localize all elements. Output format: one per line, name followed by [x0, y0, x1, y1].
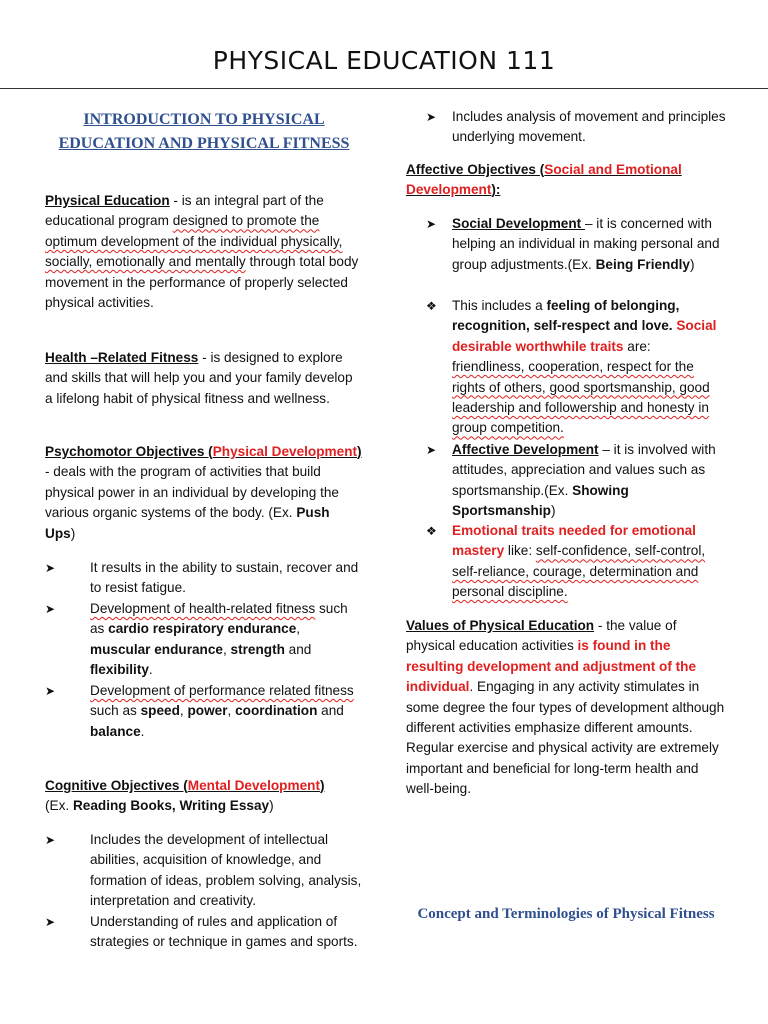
- arrow-bullet-icon: ➤: [45, 833, 56, 847]
- physical-education-term: Physical Education: [45, 193, 170, 208]
- values-paragraph: [406, 616, 726, 800]
- title-divider: [0, 88, 768, 89]
- t: speed: [140, 703, 180, 719]
- social-development-term: Social Development: [452, 216, 585, 231]
- t: muscular endurance: [90, 641, 223, 657]
- psychomotor-term-close: ): [357, 444, 362, 459]
- social-development-example: Being Friendly: [595, 256, 690, 272]
- list-item-text: Includes analysis of movement and principles underlying movement.: [452, 109, 726, 145]
- health-fitness-paragraph: [45, 348, 363, 409]
- arrow-bullet-icon: ➤: [45, 915, 56, 929]
- affective-development-example: Showing Sportsmanship: [452, 482, 629, 519]
- affective-term-close: ):: [491, 182, 501, 198]
- affective-heading: [406, 160, 726, 201]
- list-item-text: Understanding of rules and application of strategies or technique in games and sports.: [90, 914, 358, 950]
- arrow-bullet-icon: ➤: [426, 110, 437, 124]
- performance-related-underline: Development of performance related fitness: [90, 683, 354, 698]
- t: ,: [296, 621, 301, 637]
- physical-education-tail: through total body movement in the performance of properly selected physical activities.: [45, 254, 359, 311]
- t: cardio respiratory endurance: [108, 621, 297, 637]
- diamond-bullet-icon: ❖: [426, 524, 437, 538]
- list-item-text: [452, 521, 726, 603]
- list-item: [45, 830, 363, 912]
- health-related-underline: Development of health-related fitness: [90, 601, 316, 616]
- affective-development-text: – it is involved with attitudes, appreciation and values such as sportsmanship.(Ex.: [452, 442, 716, 498]
- social-development-text: – it is concerned with helping an individual in making personal and group adjustments.(Ex.: [452, 216, 720, 272]
- diamond-bullet-icon: ❖: [426, 299, 437, 313]
- psychomotor-term-open: Psychomotor Objectives (: [45, 444, 213, 459]
- health-fitness-text: - is designed to explore and skills that will help you and your family develop a lifelong habit of physical fitness and wellness.: [45, 350, 353, 406]
- t: ): [689, 256, 695, 272]
- intro-heading: INTRODUCTION TO PHYSICAL EDUCATION AND PHYSICAL FITNESS: [58, 111, 350, 152]
- t: such as: [90, 601, 348, 637]
- list-item-text: It results in the ability to sustain, recover and to resist fatigue.: [90, 560, 359, 596]
- list-item-text: [90, 681, 363, 742]
- t: coordination: [235, 703, 318, 719]
- t: This includes a: [452, 298, 547, 313]
- values-term: Values of Physical Education: [406, 618, 595, 633]
- physical-education-highlight: designed to promote the optimum development of the individual physically, socially, emotionally and mentally: [45, 213, 343, 270]
- cognitive-term-open: Cognitive Objectives (: [45, 778, 188, 793]
- list-item: [406, 296, 726, 439]
- affective-term: [406, 162, 682, 197]
- cognitive-term-close: ): [319, 778, 325, 793]
- physical-education-lead: - is an integral part of the educational program: [45, 193, 324, 229]
- list-item-text: [90, 599, 363, 681]
- list-item: [45, 681, 363, 742]
- affective-development-term: Affective Development: [452, 442, 599, 457]
- t: flexibility: [90, 662, 149, 678]
- arrow-bullet-icon: ➤: [45, 602, 56, 616]
- arrow-bullet-icon: ➤: [426, 217, 437, 231]
- arrow-bullet-icon: ➤: [45, 684, 56, 698]
- cognitive-paragraph: [45, 776, 363, 817]
- worthwhile-traits: Social desirable worthwhile traits: [452, 318, 717, 354]
- t: ,: [222, 641, 231, 657]
- psychomotor-term-red: Physical Development: [212, 444, 358, 459]
- cognitive-ex-close: ): [269, 798, 274, 814]
- values-lead: - the value of physical education activities: [406, 618, 677, 654]
- traits-list: friendliness, cooperation, respect for the rights of others, good sportsmanship, good leadership and followership and honesty in group competition.: [452, 359, 710, 436]
- t: power: [187, 703, 228, 719]
- list-item-text: [452, 440, 726, 522]
- concept-heading: Concept and Terminologies of Physical Fitness: [417, 906, 715, 922]
- list-item: [406, 440, 726, 522]
- emotional-traits-list: self-confidence, self-control, self-reliance, courage, determination and personal discipline.: [452, 543, 706, 600]
- psychomotor-paragraph: [45, 442, 363, 544]
- list-item: [406, 107, 726, 148]
- list-item-text: Includes the development of intellectual abilities, acquisition of knowledge, and formation of ideas, problem solving, analysis, interpretation and creativity.: [90, 832, 362, 909]
- list-item: [406, 521, 726, 603]
- list-item-text: [452, 296, 726, 439]
- t: ,: [179, 703, 188, 719]
- health-fitness-term: Health –Related Fitness: [45, 350, 199, 365]
- t: ,: [227, 703, 236, 719]
- psychomotor-example: Push Ups: [45, 505, 330, 541]
- affective-term-open: Affective Objectives (: [406, 162, 545, 177]
- emotional-traits: Emotional traits needed for emotional mastery: [452, 523, 696, 559]
- list-item-text: [452, 214, 726, 275]
- list-item: [45, 912, 363, 953]
- t: .: [148, 662, 153, 678]
- t: and: [284, 641, 312, 657]
- t: and: [317, 703, 344, 719]
- t: .: [140, 723, 145, 739]
- values-red: is found in the resulting development and adjustment of the individual: [406, 638, 697, 695]
- t: strength: [230, 641, 285, 657]
- list-item: [45, 558, 363, 599]
- t: like:: [504, 543, 536, 559]
- page-title: PHYSICAL EDUCATION 111: [212, 46, 556, 75]
- psychomotor-term: [45, 444, 362, 459]
- arrow-bullet-icon: ➤: [426, 443, 437, 457]
- affective-term-red: Social and Emotional Development: [406, 162, 682, 198]
- psychomotor-example-close: ): [70, 525, 76, 541]
- cognitive-ex-open: (Ex.: [45, 798, 73, 814]
- t: balance: [90, 723, 141, 739]
- list-item: [406, 214, 726, 275]
- physical-education-paragraph: [45, 191, 363, 313]
- t: such as: [90, 703, 141, 719]
- t: are:: [623, 338, 651, 354]
- cognitive-term-red: Mental Development: [187, 778, 320, 793]
- cognitive-term: [45, 778, 325, 793]
- list-item: [45, 599, 363, 681]
- belonging-text: feeling of belonging, recognition, self-respect and love.: [452, 298, 680, 334]
- arrow-bullet-icon: ➤: [45, 561, 56, 575]
- values-tail: . Engaging in any activity stimulates in some degree the four types of development although different activities emphasize different amounts. Regular exercise and physical activity are extremely important and beneficial for long-term health and well-being.: [406, 679, 725, 797]
- cognitive-example: Reading Books, Writing Essay: [72, 798, 270, 814]
- psychomotor-text: - deals with the program of activities that build physical power in an individual by developing the various organic systems of the body. (Ex.: [45, 464, 339, 521]
- t: ): [550, 503, 556, 519]
